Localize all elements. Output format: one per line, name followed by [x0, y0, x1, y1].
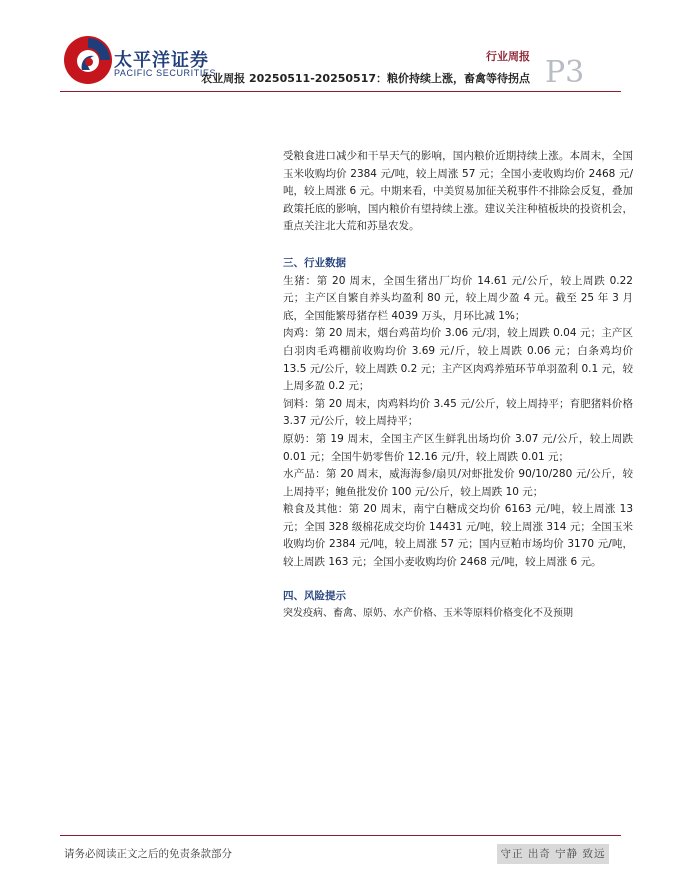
section-title-industry-data: 三、行业数据: [283, 256, 346, 269]
data-paragraph-feed: 饲料：第 20 周末，肉鸡料均价 3.45 元/公斤，较上周持平；育肥猪料价格 3.37 元/公斤，较上周持平；: [283, 397, 633, 428]
data-paragraph-grain: 粮食及其他：第 20 周末，南宁白糖成交均价 6163 元/吨，较上周涨 13 元；全国 328 级棉花成交均价 14431 元/吨，较上周涨 314 元；全国玉米收购均价 2384 元/吨，较上周涨 57 元；国内豆粕市场均价 3170 元/吨，较上周跌 163 元；全国小麦收购均价 2468 元/吨，较上周涨 6 元。: [283, 503, 633, 569]
intro-paragraph: 受粮食进口减少和干旱天气的影响，国内粮价近期持续上涨。本周末，全国玉米收购均价 2384 元/吨，较上周涨 57 元；全国小麦收购均价 2468 元/吨，较上周涨 6 元。中期来看，中美贸易加征关税事件不排除会反复，叠加政策托底的影响，国内粮价有望持续上涨。建议关注种植板块的投资机会，重点关注北大荒和苏垦农发。: [283, 150, 633, 233]
brand-name-cn: 太平洋证券: [114, 50, 209, 71]
header-divider: [60, 91, 621, 92]
risk-paragraph: 突发疫病、畜禽、原奶、水产价格、玉米等原料价格变化不及预期: [283, 608, 573, 620]
data-paragraph-hog: 生猪：第 20 周末，全国生猪出厂均价 14.61 元/公斤，较上周跌 0.22 元；主产区自繁自养头均盈利 80 元，较上周少盈 4 元。截至 25 年 3 月底，全国能繁母猪存栏 4039 万头，月环比减 1%；: [283, 274, 633, 322]
data-paragraph-aquatic: 水产品：第 20 周末，威海海参/扇贝/对虾批发价 90/10/280 元/公斤，较上周持平；鲍鱼批发价 100 元/公斤，较上周跌 10 元；: [283, 468, 633, 498]
footer-divider: [60, 835, 621, 836]
report-body: [283, 148, 633, 623]
brand-name-en: PACIFIC SECURITIES: [114, 68, 217, 78]
data-paragraph-broiler: 肉鸡：第 20 周末，烟台鸡苗均价 3.06 元/羽，较上周跌 0.04 元；主产区白羽肉毛鸡棚前收购均价 3.69 元/斤，较上周跌 0.06 元；白条鸡均价 13.5 元/公斤，较上周跌 0.2 元；主产区肉鸡养殖环节单羽盈利 0.1 元，较上周多盈 0.2 元；: [283, 327, 634, 393]
pacific-securities-logo-icon: [62, 34, 114, 86]
disclaimer-notice: 请务必阅读正文之后的免责条款部分: [64, 848, 232, 860]
report-title: 农业周报 20250511-20250517：粮价持续上涨，畜禽等待拐点: [201, 72, 530, 85]
section-title-risk: 四、风险提示: [283, 589, 346, 602]
page-number: P3: [545, 55, 585, 90]
report-type-label: 行业周报: [486, 50, 530, 63]
data-paragraph-raw-milk: 原奶：第 19 周末，全国主产区生鲜乳出场均价 3.07 元/公斤，较上周跌 0.01 元；全国牛奶零售价 12.16 元/升，较上周跌 0.01 元；: [283, 432, 633, 463]
company-slogan: 守正 出奇 宁静 致远: [497, 844, 609, 864]
